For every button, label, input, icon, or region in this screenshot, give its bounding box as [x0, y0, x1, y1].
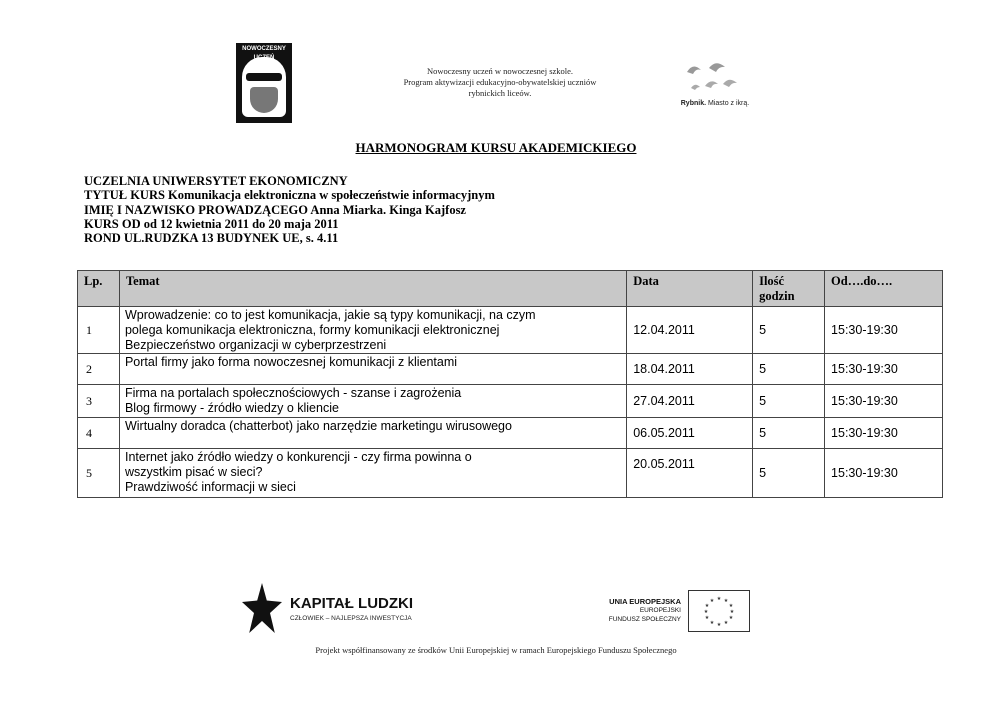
- cell-godzin: 5: [753, 354, 825, 385]
- funding-note: Projekt współfinansowany ze środków Unii Europejskiej w ramach Europejskiego Funduszu Społecznego: [315, 645, 677, 655]
- course-info: [84, 174, 495, 245]
- table-row: [78, 307, 943, 354]
- cell-data: 18.04.2011: [627, 354, 753, 385]
- table-header-row: [78, 271, 943, 307]
- header-line: Nowoczesny uczeń w nowoczesnej szkole.: [426, 66, 574, 76]
- cell-data: 06.05.2011: [627, 418, 753, 449]
- cell-data: 27.04.2011: [627, 385, 753, 418]
- cell-temat: Internet jako źródło wiedzy o konkurencji - czy firma powinna o wszystkim pisać w sieci? Prawdziwość informacji w sieci: [119, 449, 626, 498]
- svg-text:★: ★: [728, 603, 734, 609]
- column-header-temat: Temat: [119, 271, 626, 307]
- school-logo-text: NOWOCZESNY: [242, 46, 286, 52]
- cell-od-do: 15:30-19:30: [825, 418, 943, 449]
- cell-od-do: 15:30-19:30: [825, 385, 943, 418]
- cell-lp: 3: [78, 385, 120, 418]
- cell-od-do: 15:30-19:30: [825, 449, 943, 498]
- location-line: ROND UL.RUDZKA 13 BUDYNEK UE, s. 4.11: [84, 231, 339, 246]
- table-row: [78, 449, 943, 498]
- kapital-ludzki-subtitle: CZŁOWIEK – NAJLEPSZA INWESTYCJA: [290, 615, 412, 622]
- cell-data: 20.05.2011: [627, 449, 753, 498]
- cell-temat: Firma na portalach społecznościowych - szanse i zagrożenia Blog firmowy - źródło wiedzy o kliencie: [119, 385, 626, 418]
- kapital-ludzki-title: KAPITAŁ LUDZKI: [290, 595, 414, 612]
- university-line: UCZELNIA UNIWERSYTET EKONOMICZNY: [84, 174, 348, 188]
- school-logo: [236, 43, 292, 123]
- cell-od-do: 15:30-19:30: [825, 307, 943, 354]
- svg-text:★: ★: [709, 620, 715, 626]
- cell-lp: 2: [78, 354, 120, 385]
- cell-lp: 5: [78, 449, 120, 498]
- cell-lp: 1: [78, 307, 120, 354]
- cell-temat: Wirtualny doradca (chatterbot) jako narzędzie marketingu wirusowego: [119, 418, 626, 449]
- instructor-line: IMIĘ I NAZWISKO PROWADZĄCEGO Anna Miarka. Kinga Kajfosz: [84, 202, 466, 217]
- cell-data: 12.04.2011: [627, 307, 753, 354]
- cell-lp: 4: [78, 418, 120, 449]
- schedule-table: [77, 270, 943, 498]
- course-dates-line: KURS OD od 12 kwietnia 2011 do 20 maja 2011: [84, 216, 339, 231]
- table-row: [78, 354, 943, 385]
- seagulls-icon: [665, 58, 765, 98]
- eu-fund-label: UNIA EUROPEJSKA EUROPEJSKI FUNDUSZ SPOŁECZNY: [608, 597, 681, 623]
- cell-godzin: 5: [753, 385, 825, 418]
- header-line: Program aktywizacji edukacyjno-obywatelskiej uczniów: [403, 77, 597, 87]
- svg-text:★: ★: [729, 609, 735, 615]
- svg-text:★: ★: [723, 620, 729, 626]
- cell-temat: Wprowadzenie: co to jest komunikacja, jakie są typy komunikacji, na czym polega komunikacja elektroniczna, formy komunikacji elektronicznej Bezpieczeństwo organizacji w cyberprzestrzeni: [119, 307, 626, 354]
- header-line: rybnickich liceów.: [468, 88, 532, 98]
- svg-text:★: ★: [703, 609, 709, 615]
- program-header-text: [380, 66, 620, 99]
- svg-text:★: ★: [716, 622, 722, 628]
- cell-od-do: 15:30-19:30: [825, 354, 943, 385]
- cell-godzin: 5: [753, 449, 825, 498]
- svg-text:★: ★: [704, 603, 710, 609]
- table-row: [78, 385, 943, 418]
- column-header-data: Data: [627, 271, 753, 307]
- document-title: HARMONOGRAM KURSU AKADEMICKIEGO: [355, 140, 637, 155]
- svg-text:★: ★: [709, 598, 715, 604]
- column-header-od-do: Od….do….: [825, 271, 943, 307]
- svg-text:★: ★: [704, 615, 710, 621]
- course-title-line: TYTUŁ KURS Komunikacja elektroniczna w społeczeństwie informacyjnym: [84, 188, 495, 203]
- column-header-godzin: Ilość godzin: [753, 271, 825, 307]
- svg-text:★: ★: [728, 615, 734, 621]
- svg-text:★: ★: [723, 598, 729, 604]
- rybnik-logo: [665, 58, 765, 118]
- column-header-lp: Lp.: [78, 271, 120, 307]
- kapital-ludzki-logo: [242, 583, 422, 633]
- eu-flag-icon: [688, 590, 750, 632]
- star-icon: [242, 583, 282, 633]
- cell-godzin: 5: [753, 307, 825, 354]
- cell-temat: Portal firmy jako forma nowoczesnej komunikacji z klientami: [119, 354, 626, 385]
- cell-godzin: 5: [753, 418, 825, 449]
- table-row: [78, 418, 943, 449]
- svg-text:★: ★: [716, 596, 722, 602]
- rybnik-logo-label: Rybnik. Miasto z ikrą.: [680, 100, 750, 107]
